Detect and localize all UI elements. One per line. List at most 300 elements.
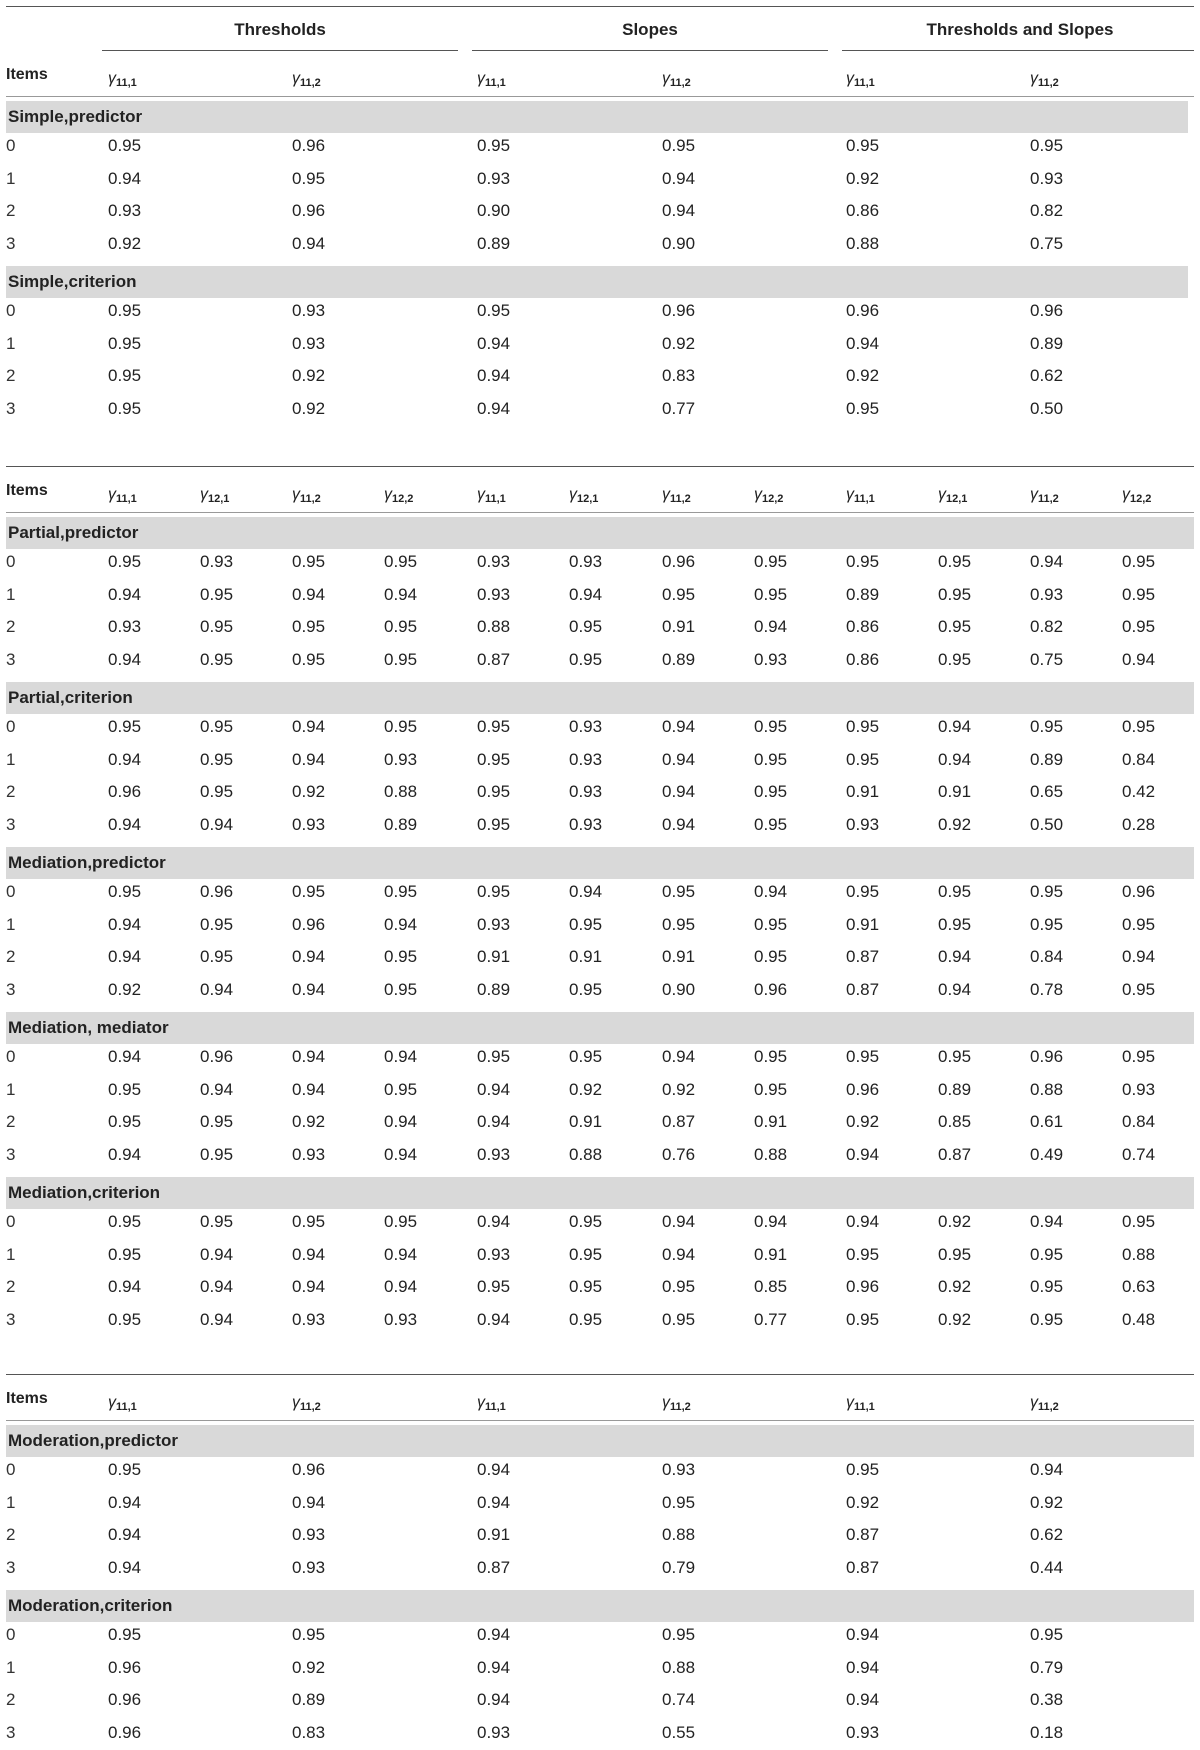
table-cell: 0.94 bbox=[662, 814, 696, 834]
table-cell: 0.94 bbox=[292, 233, 326, 253]
section-band bbox=[6, 682, 1194, 714]
top-rule bbox=[6, 6, 1194, 7]
gamma-subscript: 12,2 bbox=[762, 493, 784, 505]
table-cell: 0.93 bbox=[292, 1144, 326, 1164]
table-cell: 0.95 bbox=[477, 782, 511, 801]
table-cell: 0.95 bbox=[292, 882, 326, 901]
table-cell: 0.95 bbox=[754, 717, 788, 736]
items-header: Items bbox=[6, 482, 48, 499]
table-cell: 0.93 bbox=[477, 168, 511, 188]
table-cell: 0.95 bbox=[477, 136, 511, 155]
table-cell: 0.94 bbox=[662, 168, 696, 188]
table-cell: 0.94 bbox=[569, 882, 603, 901]
gamma-symbol: γ bbox=[662, 1394, 670, 1411]
table-cell: 0.88 bbox=[662, 1657, 696, 1677]
table-cell: 0.95 bbox=[569, 1277, 603, 1296]
table-cell: 0.92 bbox=[292, 398, 326, 418]
row-item-label: 0 bbox=[6, 717, 16, 736]
table-cell: 0.95 bbox=[1122, 914, 1156, 934]
table-cell: 0.93 bbox=[108, 617, 142, 636]
table-cell: 0.95 bbox=[477, 1277, 511, 1296]
gamma-subscript: 11,2 bbox=[670, 493, 691, 505]
section-title: Moderation,criterion bbox=[8, 1596, 173, 1615]
table-cell: 0.95 bbox=[938, 584, 972, 604]
table-cell: 0.94 bbox=[384, 1144, 418, 1164]
table-cell: 0.94 bbox=[292, 979, 326, 999]
table-cell: 0.88 bbox=[1030, 1079, 1064, 1099]
table-cell: 0.87 bbox=[477, 1557, 511, 1577]
gamma-subscript: 11,2 bbox=[1038, 1401, 1059, 1413]
table-cell: 0.95 bbox=[754, 552, 788, 571]
row-item-label: 1 bbox=[6, 1244, 16, 1264]
table-cell: 0.49 bbox=[1030, 1144, 1064, 1164]
column-header-gamma bbox=[662, 486, 691, 505]
table-cell: 0.18 bbox=[1030, 1722, 1064, 1742]
table-cell: 0.90 bbox=[662, 233, 696, 253]
table-cell: 0.74 bbox=[662, 1690, 696, 1709]
table-cell: 0.94 bbox=[477, 1460, 511, 1479]
section-title: Simple,criterion bbox=[8, 272, 137, 291]
column-header-gamma bbox=[662, 70, 691, 89]
table-cell: 0.95 bbox=[569, 979, 603, 999]
header-rule bbox=[6, 512, 1194, 513]
table-cell: 0.94 bbox=[938, 947, 972, 966]
section-band bbox=[6, 1425, 1194, 1457]
table-cell: 0.94 bbox=[662, 1212, 696, 1231]
row-item-label: 0 bbox=[6, 1047, 16, 1066]
column-header-gamma bbox=[292, 70, 321, 89]
table-cell: 0.93 bbox=[569, 749, 603, 769]
table-cell: 0.94 bbox=[938, 979, 972, 999]
table-cell: 0.93 bbox=[1122, 1079, 1156, 1099]
gamma-symbol: γ bbox=[846, 1394, 854, 1411]
table-cell: 0.95 bbox=[108, 136, 142, 155]
table-cell: 0.95 bbox=[477, 1047, 511, 1066]
table-cell: 0.87 bbox=[662, 1112, 696, 1131]
table-cell: 0.91 bbox=[938, 782, 972, 801]
gamma-subscript: 11,2 bbox=[300, 77, 321, 89]
table-cell: 0.96 bbox=[108, 1722, 142, 1742]
table-cell: 0.96 bbox=[292, 1460, 326, 1479]
table-cell: 0.96 bbox=[108, 1690, 142, 1709]
table-cell: 0.77 bbox=[662, 398, 696, 418]
table-cell: 0.95 bbox=[662, 136, 696, 155]
table-cell: 0.87 bbox=[846, 1557, 880, 1577]
row-item-label: 1 bbox=[6, 333, 16, 353]
row-item-label: 3 bbox=[6, 979, 16, 999]
row-item-label: 2 bbox=[6, 1690, 16, 1709]
gamma-symbol: γ bbox=[662, 70, 670, 87]
table-cell: 0.94 bbox=[108, 749, 142, 769]
table-cell: 0.95 bbox=[938, 552, 972, 571]
gamma-subscript: 11,2 bbox=[670, 1401, 691, 1413]
column-header-gamma bbox=[477, 70, 506, 89]
row-item-label: 1 bbox=[6, 749, 16, 769]
table-cell: 0.94 bbox=[662, 717, 696, 736]
table-cell: 0.95 bbox=[200, 947, 234, 966]
gamma-symbol: γ bbox=[108, 1394, 116, 1411]
table-cell: 0.93 bbox=[754, 649, 788, 669]
table-cell: 0.94 bbox=[1122, 649, 1156, 669]
header-rule bbox=[6, 96, 1194, 97]
table-cell: 0.92 bbox=[846, 1492, 880, 1512]
row-item-label: 3 bbox=[6, 814, 16, 834]
items-header: Items bbox=[6, 1390, 48, 1407]
table-cell: 0.50 bbox=[1030, 398, 1064, 418]
table-cell: 0.95 bbox=[292, 617, 326, 636]
column-header-gamma bbox=[108, 486, 137, 505]
column-header-gamma bbox=[1122, 486, 1151, 505]
column-header-gamma bbox=[754, 486, 783, 505]
gamma-symbol: γ bbox=[292, 486, 300, 503]
group-rule-slopes bbox=[472, 50, 828, 51]
table-cell: 0.95 bbox=[108, 882, 142, 901]
table-cell: 0.85 bbox=[754, 1277, 788, 1296]
table-cell: 0.93 bbox=[569, 782, 603, 801]
row-item-label: 1 bbox=[6, 584, 16, 604]
table-cell: 0.48 bbox=[1122, 1309, 1156, 1329]
table-cell: 0.90 bbox=[477, 201, 511, 220]
table-cell: 0.92 bbox=[938, 814, 972, 834]
table-cell: 0.93 bbox=[477, 1144, 511, 1164]
table-cell: 0.82 bbox=[1030, 201, 1064, 220]
table-cell: 0.94 bbox=[1122, 947, 1156, 966]
table-cell: 0.63 bbox=[1122, 1277, 1156, 1296]
table-cell: 0.83 bbox=[662, 366, 696, 385]
table-cell: 0.84 bbox=[1030, 947, 1064, 966]
table-cell: 0.95 bbox=[200, 584, 234, 604]
table-cell: 0.95 bbox=[1122, 617, 1156, 636]
table-cell: 0.94 bbox=[477, 398, 511, 418]
table-cell: 0.94 bbox=[846, 1625, 880, 1644]
table-cell: 0.95 bbox=[754, 584, 788, 604]
row-item-label: 2 bbox=[6, 782, 16, 801]
table-cell: 0.94 bbox=[292, 947, 326, 966]
group-rule-thresholds-and-slopes bbox=[842, 50, 1194, 51]
column-header-gamma bbox=[662, 1394, 691, 1413]
table-cell: 0.74 bbox=[1122, 1144, 1156, 1164]
section-title: Mediation, mediator bbox=[8, 1018, 169, 1037]
table-cell: 0.94 bbox=[477, 1690, 511, 1709]
section-rule bbox=[6, 466, 1194, 467]
gamma-subscript: 11,1 bbox=[854, 493, 875, 505]
row-item-label: 0 bbox=[6, 1625, 16, 1644]
row-item-label: 1 bbox=[6, 1657, 16, 1677]
table-cell: 0.94 bbox=[108, 1047, 142, 1066]
table-cell: 0.94 bbox=[292, 1079, 326, 1099]
table-cell: 0.91 bbox=[846, 914, 880, 934]
table-cell: 0.94 bbox=[477, 1112, 511, 1131]
table-cell: 0.95 bbox=[108, 1460, 142, 1479]
gamma-subscript: 12,2 bbox=[1130, 493, 1152, 505]
section-band bbox=[6, 517, 1194, 549]
gamma-subscript: 11,1 bbox=[854, 77, 875, 89]
table-cell: 0.94 bbox=[477, 366, 511, 385]
table-cell: 0.93 bbox=[292, 814, 326, 834]
row-item-label: 3 bbox=[6, 233, 16, 253]
table-cell: 0.96 bbox=[754, 979, 788, 999]
table-cell: 0.95 bbox=[200, 1144, 234, 1164]
table-cell: 0.93 bbox=[477, 552, 511, 571]
table-cell: 0.92 bbox=[292, 1657, 326, 1677]
table-cell: 0.94 bbox=[108, 168, 142, 188]
gamma-symbol: γ bbox=[477, 486, 485, 503]
gamma-subscript: 11,1 bbox=[116, 77, 137, 89]
table-cell: 0.83 bbox=[292, 1722, 326, 1742]
header-rule bbox=[6, 1420, 1194, 1421]
table-cell: 0.94 bbox=[200, 1079, 234, 1099]
table-cell: 0.95 bbox=[662, 914, 696, 934]
table-cell: 0.94 bbox=[108, 1277, 142, 1296]
table-cell: 0.95 bbox=[754, 1079, 788, 1099]
table-cell: 0.91 bbox=[662, 617, 696, 636]
column-header-gamma bbox=[477, 486, 506, 505]
section-band bbox=[6, 847, 1194, 879]
table-cell: 0.95 bbox=[108, 1112, 142, 1131]
column-header-gamma bbox=[938, 486, 967, 505]
table-cell: 0.95 bbox=[200, 617, 234, 636]
table-cell: 0.87 bbox=[846, 1525, 880, 1544]
table-cell: 0.88 bbox=[846, 233, 880, 253]
row-item-label: 2 bbox=[6, 1112, 16, 1131]
table-cell: 0.92 bbox=[938, 1309, 972, 1329]
table-cell: 0.88 bbox=[569, 1144, 603, 1164]
table-cell: 0.94 bbox=[1030, 1212, 1064, 1231]
table-cell: 0.95 bbox=[477, 749, 511, 769]
gamma-symbol: γ bbox=[846, 70, 854, 87]
row-item-label: 3 bbox=[6, 1722, 16, 1742]
table-cell: 0.96 bbox=[200, 882, 234, 901]
table-cell: 0.95 bbox=[477, 882, 511, 901]
table-cell: 0.95 bbox=[384, 552, 418, 571]
table-cell: 0.95 bbox=[846, 136, 880, 155]
gamma-symbol: γ bbox=[384, 486, 392, 503]
table-cell: 0.95 bbox=[846, 1047, 880, 1066]
table-cell: 0.95 bbox=[477, 814, 511, 834]
gamma-symbol: γ bbox=[200, 486, 208, 503]
row-item-label: 1 bbox=[6, 1079, 16, 1099]
gamma-subscript: 11,2 bbox=[1038, 77, 1059, 89]
column-header-gamma bbox=[292, 1394, 321, 1413]
gamma-subscript: 12,2 bbox=[392, 493, 414, 505]
gamma-subscript: 11,1 bbox=[485, 77, 506, 89]
table-cell: 0.96 bbox=[108, 782, 142, 801]
table-cell: 0.77 bbox=[754, 1309, 788, 1329]
table-cell: 0.94 bbox=[846, 1690, 880, 1709]
table-cell: 0.62 bbox=[1030, 1525, 1064, 1544]
gamma-subscript: 11,2 bbox=[670, 77, 691, 89]
table-cell: 0.95 bbox=[846, 882, 880, 901]
row-item-label: 0 bbox=[6, 136, 16, 155]
table-cell: 0.95 bbox=[108, 1079, 142, 1099]
row-item-label: 2 bbox=[6, 201, 16, 220]
table-cell: 0.92 bbox=[1030, 1492, 1064, 1512]
row-item-label: 2 bbox=[6, 617, 16, 636]
table-cell: 0.95 bbox=[1122, 552, 1156, 571]
table-cell: 0.91 bbox=[477, 1525, 511, 1544]
table-cell: 0.94 bbox=[662, 201, 696, 220]
gamma-symbol: γ bbox=[292, 1394, 300, 1411]
gamma-subscript: 11,2 bbox=[300, 493, 321, 505]
table-cell: 0.95 bbox=[200, 914, 234, 934]
table-cell: 0.50 bbox=[1030, 814, 1064, 834]
table-cell: 0.87 bbox=[938, 1144, 972, 1164]
column-header-gamma bbox=[477, 1394, 506, 1413]
table-cell: 0.96 bbox=[200, 1047, 234, 1066]
table-cell: 0.95 bbox=[938, 617, 972, 636]
table-cell: 0.62 bbox=[1030, 366, 1064, 385]
table-cell: 0.92 bbox=[846, 366, 880, 385]
table-cell: 0.86 bbox=[846, 617, 880, 636]
table-cell: 0.91 bbox=[662, 947, 696, 966]
table-cell: 0.95 bbox=[384, 979, 418, 999]
table-cell: 0.90 bbox=[662, 979, 696, 999]
table-cell: 0.78 bbox=[1030, 979, 1064, 999]
table-cell: 0.42 bbox=[1122, 782, 1156, 801]
section-band bbox=[6, 266, 1188, 298]
table-cell: 0.95 bbox=[569, 1309, 603, 1329]
section-band bbox=[6, 1590, 1194, 1622]
table-cell: 0.95 bbox=[384, 1212, 418, 1231]
gamma-symbol: γ bbox=[938, 486, 946, 503]
table-cell: 0.93 bbox=[200, 552, 234, 571]
table-cell: 0.93 bbox=[292, 1557, 326, 1577]
table-cell: 0.95 bbox=[662, 584, 696, 604]
table-cell: 0.94 bbox=[200, 979, 234, 999]
table-cell: 0.95 bbox=[292, 1212, 326, 1231]
table-cell: 0.94 bbox=[384, 1277, 418, 1296]
table-cell: 0.94 bbox=[108, 1557, 142, 1577]
row-item-label: 3 bbox=[6, 1557, 16, 1577]
table-cell: 0.93 bbox=[1030, 584, 1064, 604]
gamma-subscript: 11,2 bbox=[1038, 493, 1059, 505]
table-cell: 0.94 bbox=[1030, 1460, 1064, 1479]
row-item-label: 3 bbox=[6, 649, 16, 669]
table-cell: 0.92 bbox=[846, 1112, 880, 1131]
table-cell: 0.94 bbox=[938, 749, 972, 769]
row-item-label: 1 bbox=[6, 1492, 16, 1512]
row-item-label: 3 bbox=[6, 1309, 16, 1329]
table-cell: 0.84 bbox=[1122, 1112, 1156, 1131]
section-band bbox=[6, 101, 1188, 133]
table-cell: 0.94 bbox=[292, 1244, 326, 1264]
table-cell: 0.95 bbox=[1030, 717, 1064, 736]
table-cell: 0.94 bbox=[108, 947, 142, 966]
table-cell: 0.96 bbox=[292, 201, 326, 220]
gamma-subscript: 11,1 bbox=[854, 1401, 875, 1413]
table-cell: 0.95 bbox=[938, 649, 972, 669]
table-cell: 0.44 bbox=[1030, 1557, 1064, 1577]
table-cell: 0.94 bbox=[662, 782, 696, 801]
table-cell: 0.94 bbox=[754, 617, 788, 636]
table-cell: 0.94 bbox=[292, 584, 326, 604]
table-cell: 0.95 bbox=[754, 1047, 788, 1066]
gamma-symbol: γ bbox=[292, 70, 300, 87]
table-cell: 0.96 bbox=[292, 914, 326, 934]
table-cell: 0.94 bbox=[108, 1525, 142, 1544]
table-cell: 0.92 bbox=[108, 979, 142, 999]
row-item-label: 3 bbox=[6, 1144, 16, 1164]
table-cell: 0.93 bbox=[477, 1722, 511, 1742]
table-cell: 0.89 bbox=[477, 233, 511, 253]
table-cell: 0.94 bbox=[384, 584, 418, 604]
items-header: Items bbox=[6, 66, 48, 83]
gamma-subscript: 11,1 bbox=[485, 493, 506, 505]
table-cell: 0.95 bbox=[200, 782, 234, 801]
table-cell: 0.96 bbox=[1030, 301, 1064, 320]
table-cell: 0.95 bbox=[938, 882, 972, 901]
table-cell: 0.93 bbox=[569, 814, 603, 834]
column-header-gamma bbox=[569, 486, 598, 505]
table-cell: 0.95 bbox=[1030, 1277, 1064, 1296]
table-cell: 0.94 bbox=[477, 1212, 511, 1231]
table-cell: 0.95 bbox=[662, 1492, 696, 1512]
table-cell: 0.94 bbox=[292, 1492, 326, 1512]
gamma-symbol: γ bbox=[754, 486, 762, 503]
row-item-label: 0 bbox=[6, 1460, 16, 1479]
table-cell: 0.96 bbox=[846, 1277, 880, 1296]
row-item-label: 2 bbox=[6, 366, 16, 385]
column-header-gamma bbox=[292, 486, 321, 505]
table-cell: 0.95 bbox=[1030, 1244, 1064, 1264]
table-cell: 0.86 bbox=[846, 649, 880, 669]
table-cell: 0.95 bbox=[292, 1625, 326, 1644]
table-cell: 0.95 bbox=[384, 649, 418, 669]
table-cell: 0.93 bbox=[477, 584, 511, 604]
gamma-symbol: γ bbox=[108, 70, 116, 87]
table-cell: 0.95 bbox=[108, 1244, 142, 1264]
table-cell: 0.94 bbox=[1030, 552, 1064, 571]
row-item-label: 1 bbox=[6, 168, 16, 188]
table-cell: 0.95 bbox=[384, 947, 418, 966]
table-cell: 0.93 bbox=[846, 1722, 880, 1742]
table-cell: 0.75 bbox=[1030, 649, 1064, 669]
table-cell: 0.91 bbox=[477, 947, 511, 966]
table-cell: 0.86 bbox=[846, 201, 880, 220]
table-cell: 0.94 bbox=[292, 717, 326, 736]
table-cell: 0.95 bbox=[569, 1212, 603, 1231]
table-cell: 0.94 bbox=[662, 1244, 696, 1264]
table-cell: 0.93 bbox=[662, 1460, 696, 1479]
table-cell: 0.82 bbox=[1030, 617, 1064, 636]
table-cell: 0.95 bbox=[569, 649, 603, 669]
table-cell: 0.95 bbox=[662, 882, 696, 901]
table-cell: 0.93 bbox=[477, 1244, 511, 1264]
gamma-symbol: γ bbox=[846, 486, 854, 503]
table-cell: 0.94 bbox=[200, 1244, 234, 1264]
table-cell: 0.79 bbox=[1030, 1657, 1064, 1677]
table-cell: 0.95 bbox=[938, 914, 972, 934]
table-cell: 0.94 bbox=[477, 1625, 511, 1644]
table-cell: 0.93 bbox=[569, 552, 603, 571]
section-title: Partial,criterion bbox=[8, 688, 133, 707]
table-cell: 0.95 bbox=[108, 717, 142, 736]
table-cell: 0.96 bbox=[1122, 882, 1156, 901]
gamma-symbol: γ bbox=[1030, 486, 1038, 503]
table-cell: 0.95 bbox=[1122, 1047, 1156, 1066]
table-cell: 0.93 bbox=[292, 333, 326, 353]
table-cell: 0.88 bbox=[662, 1525, 696, 1544]
section-title: Moderation,predictor bbox=[8, 1431, 179, 1450]
gamma-symbol: γ bbox=[108, 486, 116, 503]
table-cell: 0.95 bbox=[108, 552, 142, 571]
table-cell: 0.95 bbox=[846, 749, 880, 769]
table-cell: 0.89 bbox=[662, 649, 696, 669]
table-cell: 0.89 bbox=[384, 814, 418, 834]
column-header-gamma bbox=[846, 1394, 875, 1413]
table-cell: 0.94 bbox=[108, 914, 142, 934]
table-cell: 0.93 bbox=[846, 814, 880, 834]
